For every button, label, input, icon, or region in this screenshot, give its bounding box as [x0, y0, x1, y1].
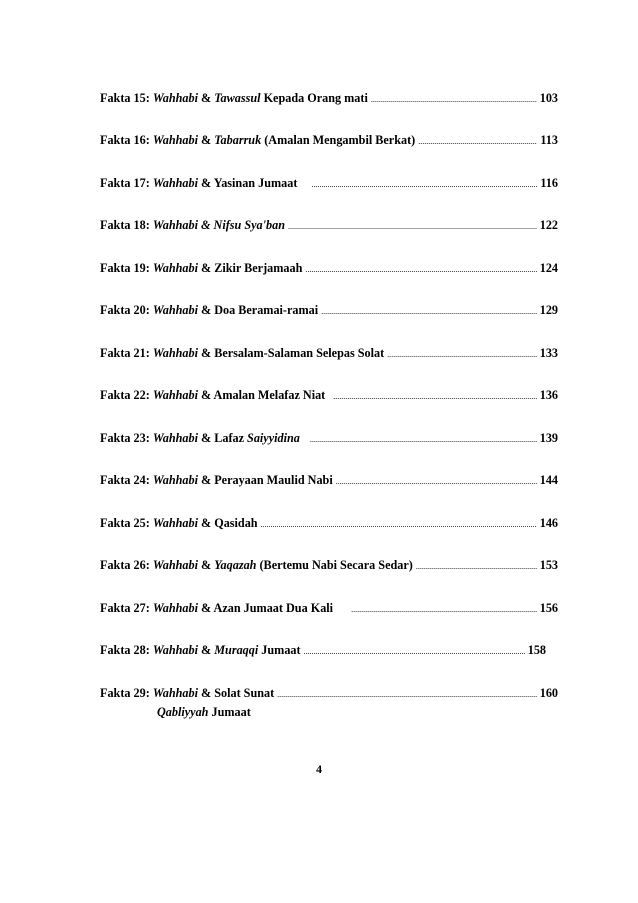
toc-entry-label: Fakta 21: Wahhabi & Bersalam-Salaman Selepas Solat — [100, 346, 385, 360]
toc-entry-label: Fakta 23: Wahhabi & Lafaz Saiyyidina — [100, 431, 300, 445]
toc-entry-label: Fakta 16: Wahhabi & Tabarruk (Amalan Mengambil Berkat) — [100, 133, 416, 147]
dot-leader — [288, 218, 537, 233]
toc-entry-label: Fakta 15: Wahhabi & Tawassul Kepada Orang mati — [100, 91, 368, 105]
toc-page-number: 122 — [539, 218, 558, 232]
toc-entry-label: Fakta 25: Wahhabi & Qasidah — [100, 516, 258, 530]
dot-leader — [277, 686, 537, 701]
toc-entry-fakta-25[interactable] — [100, 516, 558, 536]
toc-page-number: 158 — [527, 643, 546, 657]
toc-entry-continuation: Qabliyyah Jumaat — [157, 705, 251, 719]
toc-entry-label: Fakta 17: Wahhabi & Yasinan Jumaat — [100, 176, 298, 190]
toc-entry-label: Fakta 22: Wahhabi & Amalan Melafaz Niat — [100, 388, 326, 402]
toc-page-number: 103 — [539, 91, 558, 105]
dot-leader — [371, 91, 537, 106]
dot-leader — [416, 558, 537, 573]
toc-entry-fakta-27[interactable] — [100, 601, 558, 621]
toc-entry-fakta-24[interactable] — [100, 473, 558, 493]
toc-entry-label: Fakta 24: Wahhabi & Perayaan Maulid Nabi — [100, 473, 333, 487]
toc-entry-fakta-18[interactable] — [100, 218, 558, 238]
toc-entry-fakta-22[interactable] — [100, 388, 558, 408]
toc-entry-fakta-26[interactable] — [100, 558, 558, 578]
toc-entry-fakta-15[interactable] — [100, 91, 558, 111]
toc-page-number: 129 — [539, 303, 558, 317]
toc-entry-label: Fakta 27: Wahhabi & Azan Jumaat Dua Kali — [100, 601, 334, 615]
toc-page-number: 153 — [539, 558, 558, 572]
toc-page-number: 133 — [539, 346, 558, 360]
dot-leader — [333, 388, 536, 403]
toc-entry-fakta-21[interactable] — [100, 346, 558, 366]
dot-leader — [321, 303, 537, 318]
toc-entry-fakta-23[interactable] — [100, 431, 558, 451]
toc-entry-fakta-17[interactable] — [100, 176, 558, 196]
toc-entry-label: Fakta 29: Wahhabi & Solat Sunat — [100, 686, 275, 700]
toc-entry-fakta-19[interactable] — [100, 261, 558, 281]
toc-page-number: 146 — [539, 516, 558, 530]
dot-leader — [304, 643, 525, 658]
dot-leader — [351, 601, 537, 616]
dot-leader — [418, 133, 537, 148]
toc-entry-fakta-29[interactable] — [100, 686, 558, 719]
dot-leader — [305, 261, 536, 276]
toc-entry-label: Fakta 20: Wahhabi & Doa Beramai-ramai — [100, 303, 319, 317]
toc-entry-label: Fakta 18: Wahhabi & Nifsu Sya'ban — [100, 218, 285, 232]
dot-leader — [310, 431, 537, 446]
toc-page-number: 136 — [539, 388, 558, 402]
toc-page-number: 156 — [539, 601, 558, 615]
toc-entry-fakta-28[interactable] — [100, 643, 558, 663]
toc-page-number: 139 — [539, 431, 558, 445]
toc-page-number: 116 — [540, 176, 558, 190]
dot-leader — [387, 346, 537, 361]
toc-page-number: 113 — [540, 133, 558, 147]
dot-leader — [261, 516, 537, 531]
dot-leader — [336, 473, 537, 488]
toc-entry-fakta-20[interactable] — [100, 303, 558, 323]
toc-entry-label: Fakta 19: Wahhabi & Zikir Berjamaah — [100, 261, 303, 275]
dot-leader — [311, 176, 537, 191]
toc-page-number: 144 — [539, 473, 558, 487]
toc-page-number: 124 — [539, 261, 558, 275]
page-number: 4 — [316, 762, 322, 776]
toc-page-number: 160 — [539, 686, 558, 700]
toc-entry-label: Fakta 28: Wahhabi & Muraqqi Jumaat — [100, 643, 301, 657]
toc-entry-fakta-16[interactable] — [100, 133, 558, 153]
toc-entry-label: Fakta 26: Wahhabi & Yaqazah (Bertemu Nabi Secara Sedar) — [100, 558, 413, 572]
